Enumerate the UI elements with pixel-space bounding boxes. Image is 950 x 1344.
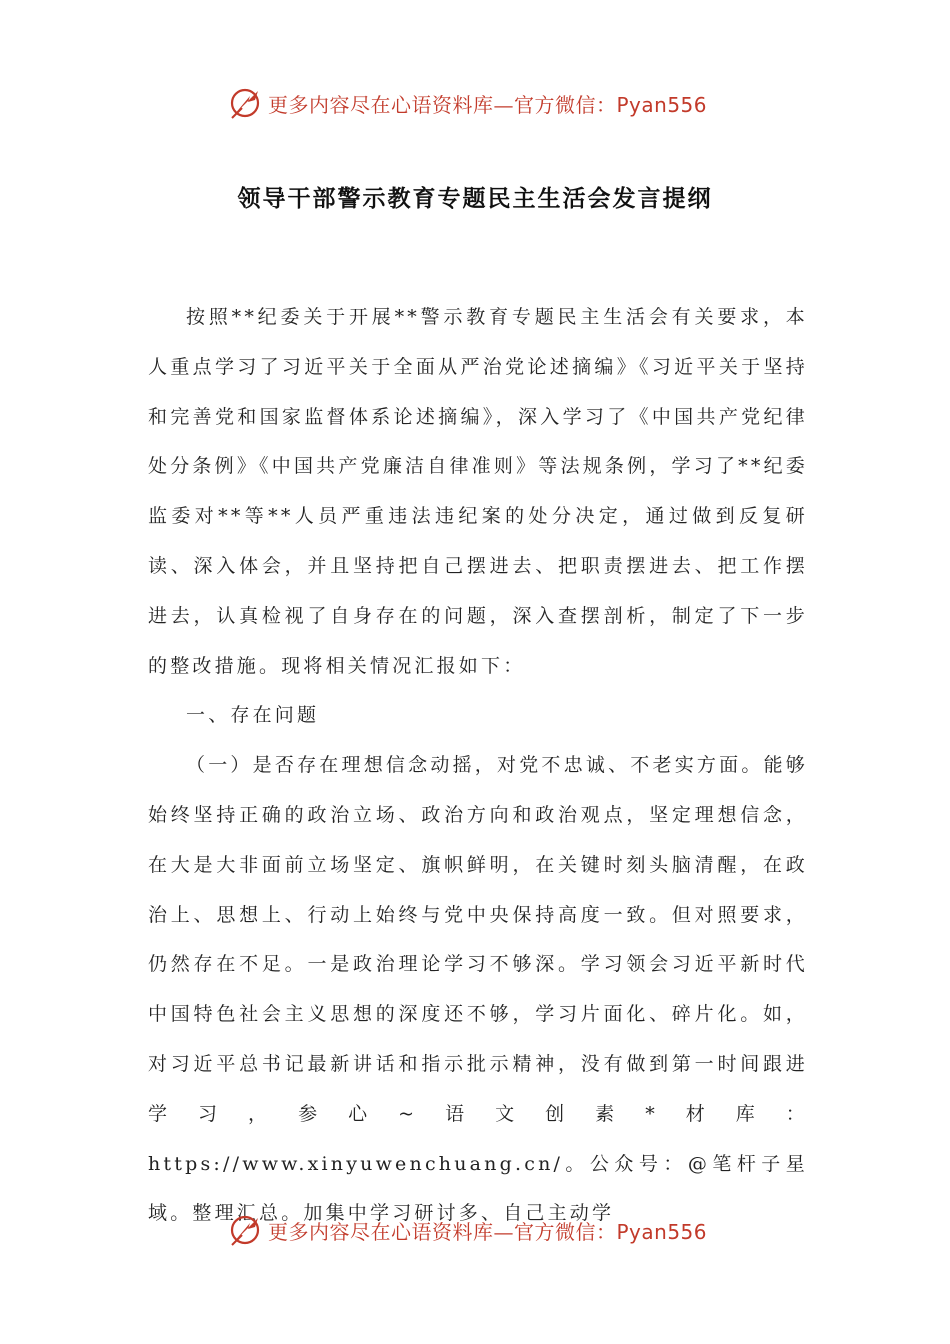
- body-paragraph: （一）是否存在理想信念动摇，对党不忠诚、不老实方面。能够始终坚持正确的政治立场、政治方向和政治观点，坚定理想信念，在大是大非面前立场坚定、旗帜鲜明，在关键时刻头脑清醒，在政治上、思想上、行动上始终与党中央保持高度一致。但对照要求，仍然存在不足。一是政治理论学习不够深。学习领会习近平新时代中国特色社会主义思想的深度还不够，学习片面化、碎片化。如，对习近平总书记最新讲话和指示批示精神，没有做到第一时间跟进学习，参心~语文创素*材库：https://www.xinyuwenchuang.cn/。公众号：@笔杆子星域。整理汇总。加集中学习研讨多、自己主动学: [148, 754, 808, 1225]
- header-watermark-banner: [228, 83, 728, 123]
- section-heading: 一、存在问题: [186, 704, 320, 727]
- document-body: [148, 293, 808, 1239]
- banner-wechat-id: Pyan556: [616, 1219, 708, 1244]
- footer-watermark-banner: [228, 1210, 728, 1250]
- document-title: 领导干部警示教育专题民主生活会发言提纲: [237, 186, 713, 212]
- banner-label: 更多内容尽在心语资料库—官方微信：Pyan556: [268, 1219, 708, 1244]
- intro-paragraph: 按照**纪委关于开展**警示教育专题民主生活会有关要求，本人重点学习了习近平关于全面从严治党论述摘编》《习近平关于坚持和完善党和国家监督体系论述摘编》，深入学习了《中国共产党纪律处分条例》《中国共产党廉洁自律准则》等法规条例，学习了**纪委监委对**等**人员严重违法违纪案的处分决定，通过做到反复研读、深入体会，并且坚持把自己摆进去、把职责摆进去、把工作摆进去，认真检视了自身存在的问题，深入查摆剖析，制定了下一步的整改措施。现将相关情况汇报如下：: [148, 306, 808, 677]
- banner-label: 更多内容尽在心语资料库—官方微信：Pyan556: [268, 92, 708, 117]
- quill-logo-icon: [228, 1212, 264, 1248]
- banner-wechat-id: Pyan556: [616, 92, 708, 117]
- quill-logo-icon: [228, 85, 264, 121]
